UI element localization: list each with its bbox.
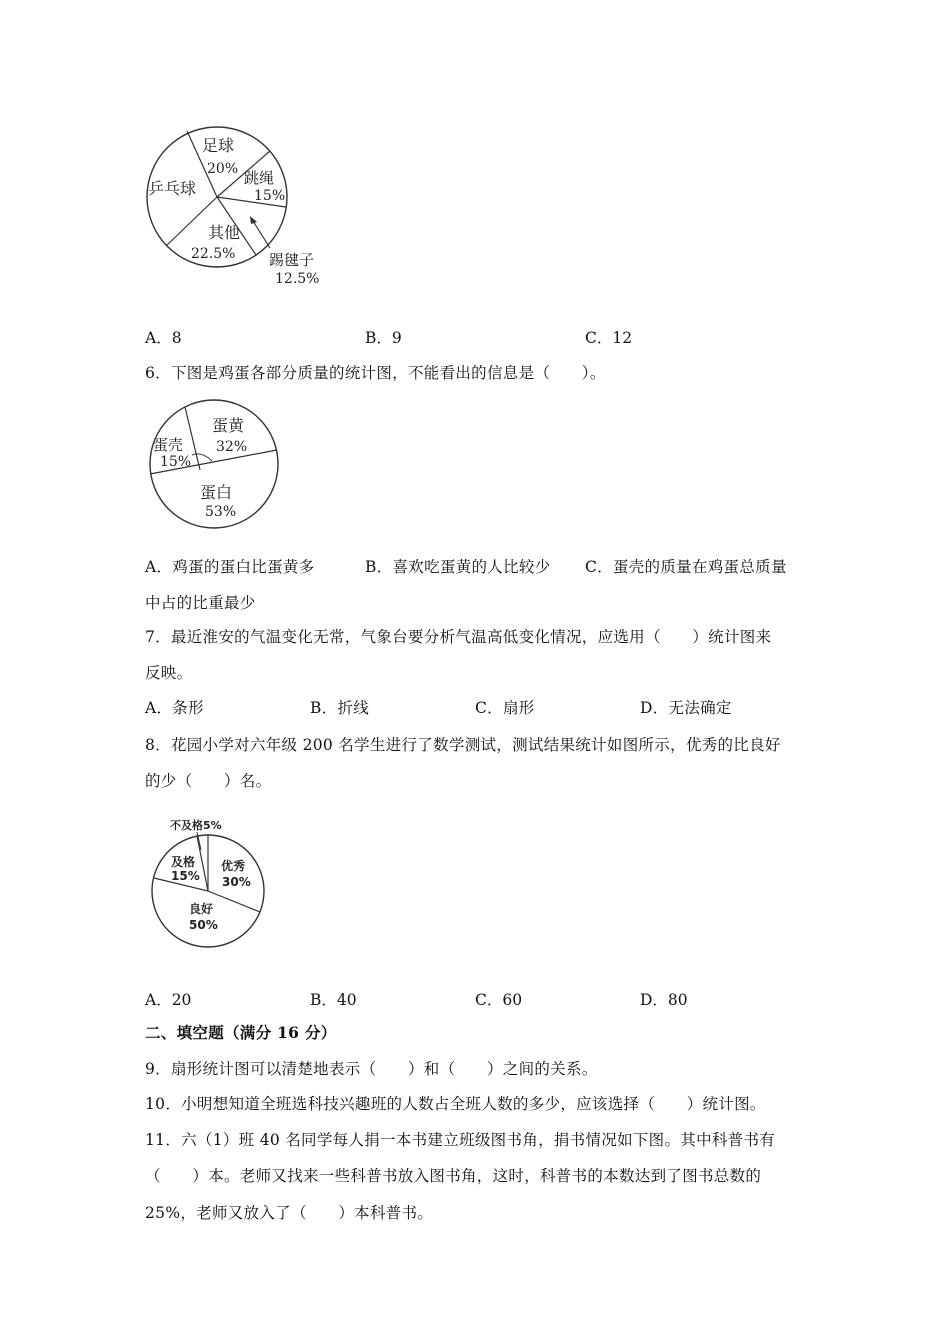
slice-label-other: 其他 xyxy=(208,223,241,242)
section-2-title: 二、填空题（满分 16 分） xyxy=(145,1023,337,1042)
pie-divider-2 xyxy=(208,891,260,912)
slice-pct-good: 50% xyxy=(189,918,218,932)
slice-label-pingpong: 乒乓球 xyxy=(148,179,197,198)
q7-option-b[interactable]: B．折线 xyxy=(310,699,370,717)
q8-line2: 的少（ ）名。 xyxy=(145,772,272,790)
slice-label-shell: 蛋壳 xyxy=(153,436,184,454)
q6-stem: 6．下图是鸡蛋各部分质量的统计图，不能看出的信息是（ ）。 xyxy=(145,364,606,382)
q11-line2: （ ）本。老师又找来一些科普书放入图书角，这时，科普书的本数达到了图书总数的 xyxy=(145,1167,762,1185)
q7-option-c[interactable]: C．扇形 xyxy=(475,699,535,717)
q9: 9．扇形统计图可以清楚地表示（ ）和（ ）之间的关系。 xyxy=(145,1060,598,1078)
slice-pct-shell: 15% xyxy=(160,454,192,470)
egg-pie-chart xyxy=(140,395,290,535)
q7-line2: 反映。 xyxy=(145,664,193,682)
q8-option-a[interactable]: A．20 xyxy=(145,991,192,1009)
q8-option-b[interactable]: B．40 xyxy=(310,991,357,1009)
q5-option-a[interactable]: A．8 xyxy=(145,329,182,347)
slice-label-rope: 跳绳 xyxy=(244,169,275,187)
slice-label-white: 蛋白 xyxy=(200,483,233,502)
slice-label-pass: 及格 xyxy=(171,855,196,869)
q6-option-a[interactable]: A．鸡蛋的蛋白比蛋黄多 xyxy=(145,558,315,576)
slice-label-excellent: 优秀 xyxy=(221,859,246,873)
slice-pct-pass: 15% xyxy=(171,869,200,883)
slice-pct-other: 22.5% xyxy=(191,246,236,262)
slice-label-good: 良好 xyxy=(189,902,214,916)
q5-option-b[interactable]: B．9 xyxy=(365,329,402,347)
q11-line1: 11．六（1）班 40 名同学每人捐一本书建立班级图书角，捐书情况如下图。其中科普书有 xyxy=(145,1131,776,1149)
q8-line1: 8．花园小学对六年级 200 名学生进行了数学测试，测试结果统计如图所示，优秀的比良好 xyxy=(145,736,781,754)
q7-option-a[interactable]: A．条形 xyxy=(145,699,204,717)
arrow-head xyxy=(250,216,257,224)
slice-label-shuttlecock: 踢毽子 xyxy=(269,251,315,269)
arrow-line xyxy=(253,221,270,248)
slice-pct-rope: 15% xyxy=(254,188,286,204)
angle-arc xyxy=(192,454,212,461)
test-result-pie-chart xyxy=(145,812,275,957)
q8-option-d[interactable]: D．80 xyxy=(640,991,688,1009)
callout-fail: 不及格5% xyxy=(170,819,222,832)
slice-pct-yolk: 32% xyxy=(216,439,248,455)
q6-option-c[interactable]: C．蛋壳的质量在鸡蛋总质量 xyxy=(585,558,787,576)
q10: 10．小明想知道全班选科技兴趣班的人数占全班人数的多少，应该选择（ ）统计图。 xyxy=(145,1095,766,1113)
slice-pct-football: 20% xyxy=(207,161,239,177)
q6-option-c-cont: 中占的比重最少 xyxy=(145,594,256,612)
slice-pct-white: 53% xyxy=(205,504,237,520)
q5-option-c[interactable]: C．12 xyxy=(585,329,633,347)
slice-pct-shuttlecock: 12.5% xyxy=(275,271,320,287)
slice-label-football: 足球 xyxy=(202,136,235,155)
q7-option-d[interactable]: D．无法确定 xyxy=(640,699,732,717)
q7-line1: 7．最近淮安的气温变化无常，气象台要分析气温高低变化情况，应选用（ ）统计图来 xyxy=(145,628,772,646)
q8-option-c[interactable]: C．60 xyxy=(475,991,523,1009)
slice-label-yolk: 蛋黄 xyxy=(212,416,245,435)
q11-line3: 25%，老师又放入了（ ）本科普书。 xyxy=(145,1204,434,1222)
q6-option-b[interactable]: B．喜欢吃蛋黄的人比较少 xyxy=(365,558,551,576)
sports-pie-chart xyxy=(130,120,340,290)
slice-pct-excellent: 30% xyxy=(222,875,251,889)
